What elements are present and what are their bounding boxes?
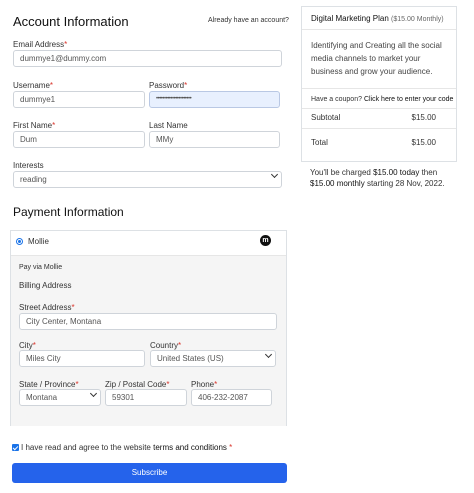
last-name-field[interactable]: MMy bbox=[149, 131, 280, 148]
interests-label: Interests bbox=[13, 161, 44, 170]
divider bbox=[302, 88, 456, 89]
payment-method-box bbox=[10, 230, 287, 426]
phone-label: Phone* bbox=[191, 380, 218, 389]
payment-method-label[interactable]: Mollie bbox=[28, 237, 49, 246]
subtotal-label: Subtotal bbox=[311, 113, 341, 122]
username-field[interactable]: dummye1 bbox=[13, 91, 145, 108]
subtotal-value: $15.00 bbox=[411, 113, 436, 122]
city-label: City* bbox=[19, 341, 36, 350]
account-title: Account Information bbox=[13, 14, 129, 29]
password-field[interactable]: •••••••••••••••••••••• bbox=[149, 91, 280, 108]
payment-details bbox=[11, 255, 286, 426]
state-label: State / Province* bbox=[19, 380, 79, 389]
last-name-label: Last Name bbox=[149, 121, 188, 130]
state-select[interactable] bbox=[19, 389, 101, 406]
city-field[interactable]: Miles City bbox=[19, 350, 145, 367]
charge-note: You'll be charged $15.00 today then $15.00 monthly starting 28 Nov, 2022. bbox=[310, 168, 445, 188]
divider bbox=[302, 108, 456, 109]
interests-value: reading bbox=[20, 175, 47, 184]
zip-field[interactable]: 59301 bbox=[105, 389, 187, 406]
country-select[interactable] bbox=[150, 350, 276, 367]
divider bbox=[302, 29, 456, 30]
country-label: Country* bbox=[150, 341, 182, 350]
first-name-field[interactable]: Dum bbox=[13, 131, 145, 148]
plan-name: Digital Marketing Plan ($15.00 Monthly) bbox=[311, 14, 444, 23]
subscribe-button[interactable]: Subscribe bbox=[12, 463, 287, 483]
coupon-link[interactable]: Click here to enter your code bbox=[363, 96, 454, 103]
zip-label: Zip / Postal Code* bbox=[105, 380, 170, 389]
total-label: Total bbox=[311, 138, 328, 147]
street-field[interactable]: City Center, Montana bbox=[19, 313, 277, 330]
password-label: Password* bbox=[149, 81, 188, 90]
terms-text: I have read and agree to the website terms and conditions * bbox=[21, 443, 233, 452]
total-value: $15.00 bbox=[411, 138, 436, 147]
username-label: Username* bbox=[13, 81, 54, 90]
mollie-logo-icon: m bbox=[260, 235, 271, 246]
email-field[interactable]: dummye1@dummy.com bbox=[13, 50, 282, 67]
phone-field[interactable]: 406-232-2087 bbox=[191, 389, 272, 406]
state-value: Montana bbox=[26, 393, 58, 402]
country-value: United States (US) bbox=[157, 354, 224, 363]
payment-title: Payment Information bbox=[13, 205, 124, 219]
interests-select[interactable] bbox=[13, 171, 282, 188]
terms-link[interactable]: terms and conditions bbox=[153, 443, 227, 452]
first-name-label: First Name* bbox=[13, 121, 56, 130]
street-label: Street Address* bbox=[19, 303, 75, 312]
coupon-prompt: Have a coupon? Click here to enter your code bbox=[311, 96, 454, 103]
order-summary bbox=[301, 6, 457, 162]
terms-checkbox[interactable] bbox=[12, 444, 19, 451]
billing-title: Billing Address bbox=[19, 281, 72, 290]
mollie-radio[interactable] bbox=[16, 238, 23, 245]
email-label: Email Address* bbox=[13, 40, 68, 49]
pay-via-text: Pay via Mollie bbox=[19, 264, 63, 271]
divider bbox=[302, 128, 456, 129]
login-link[interactable]: Already have an account? bbox=[208, 17, 289, 24]
plan-description: Identifying and Creating all the social media channels to market your business and grow your audience. bbox=[311, 41, 442, 76]
